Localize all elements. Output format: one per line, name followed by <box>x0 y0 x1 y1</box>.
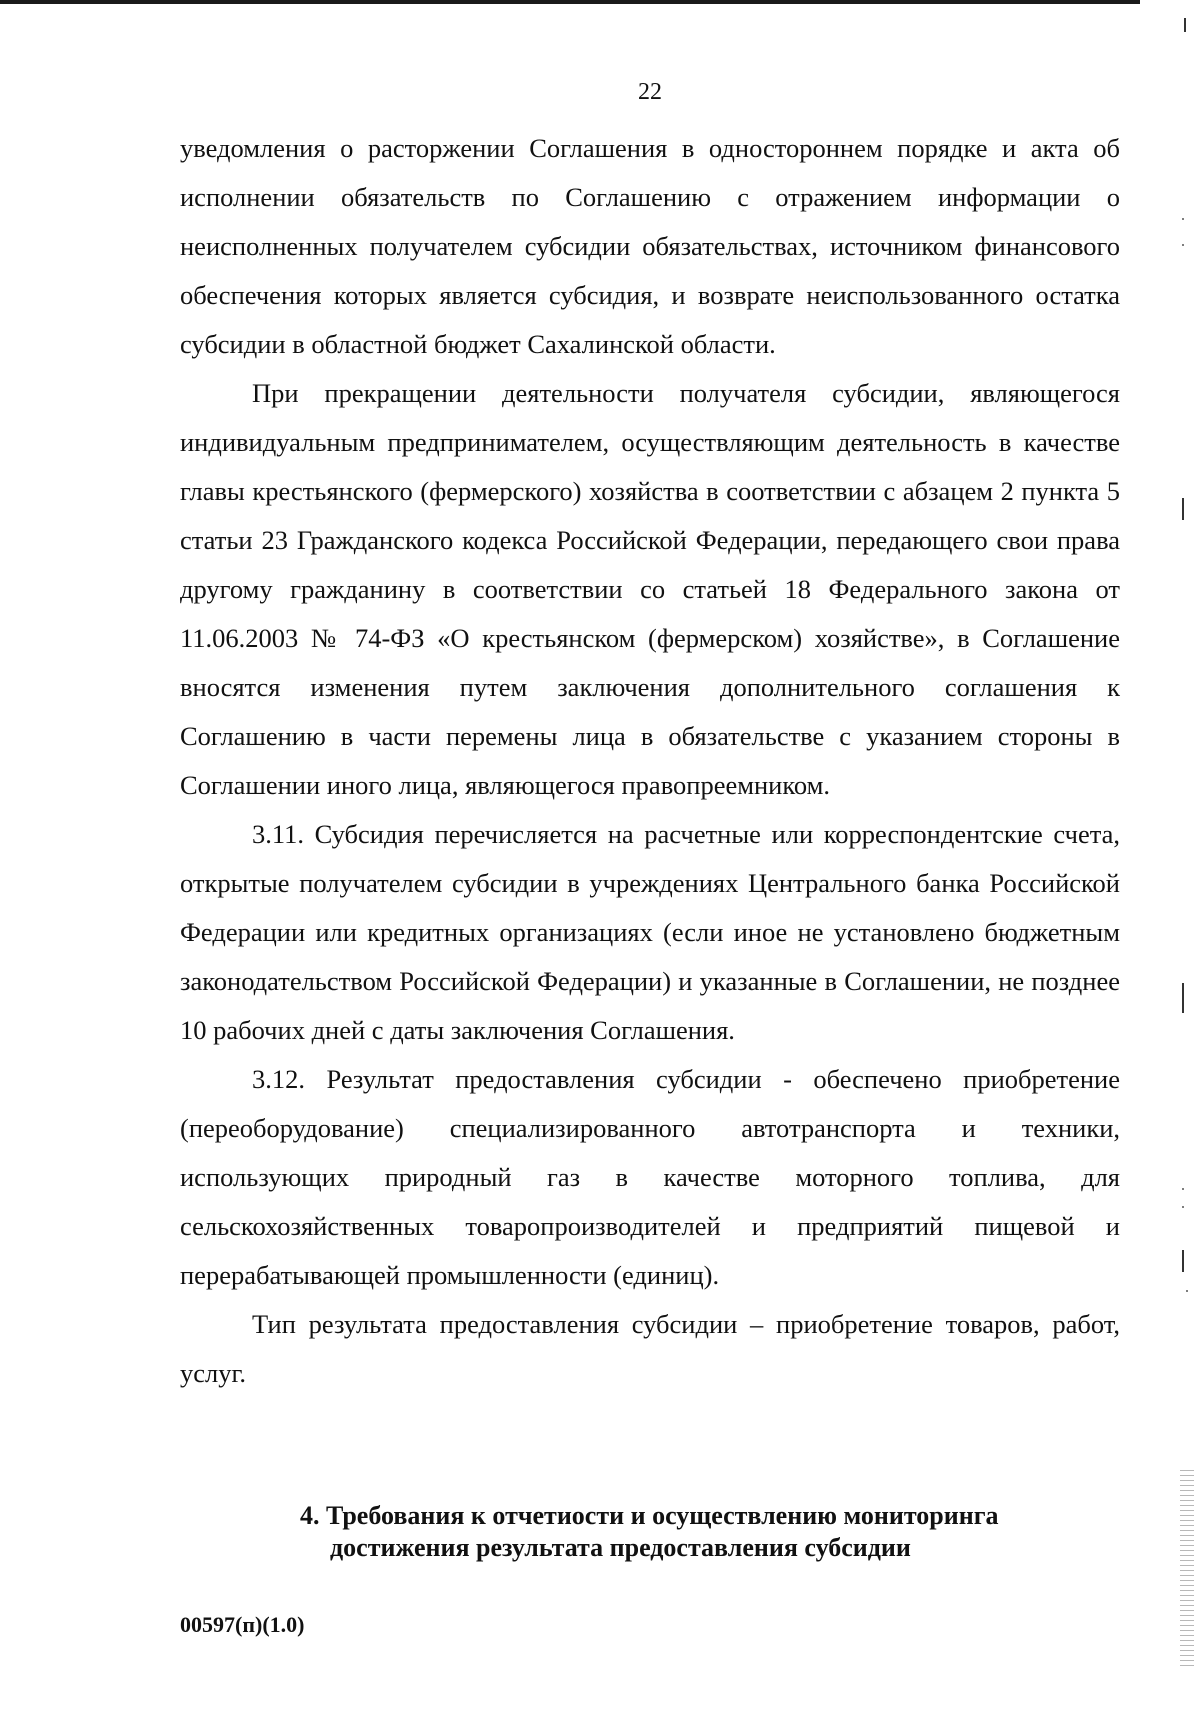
document-body <box>180 124 1120 1398</box>
scan-artifact <box>1182 244 1184 246</box>
scan-artifact <box>1182 1250 1184 1272</box>
scan-artifact <box>1182 1206 1184 1208</box>
scan-artifact <box>1184 18 1186 32</box>
paragraph-3-11: 3.11. Субсидия перечисляется на расчетные или корреспондентские счета, открытые получателем субсидии в учреждениях Центрального банка Российской Федерации или кредитных организациях (если иное не установлено бюджетным законодательством Российской Федерации) и указанные в Соглашении, не позднее 10 рабочих дней с даты заключения Соглашения. <box>180 819 1120 1045</box>
section-heading-line-1: 4. Требования к отчетиости и осуществлению мониторинга <box>300 1501 999 1530</box>
scan-artifact <box>1182 218 1184 220</box>
scan-edge-strip <box>1180 1470 1194 1670</box>
page-number: 22 <box>638 79 662 105</box>
document-code: 00597(п)(1.0) <box>180 1612 305 1637</box>
scan-top-border <box>0 0 1140 4</box>
section-heading <box>300 1500 1100 1564</box>
section-heading-line-2: достижения результата предоставления субсидии <box>330 1533 911 1562</box>
paragraph-termination-of-activity: При прекращении деятельности получателя субсидии, являющегося индивидуальным предпринимателем, осуществляющим деятельность в качестве главы крестьянского (фермерского) хозяйства в соответствии с абзацем 2 пункта 5 статьи 23 Гражданского кодекса Российской Федерации, передающего свои права другому гражданину в соответствии со статьей 18 Федерального закона от 11.06.2003 № 74-ФЗ «О крестьянском (фермерском) хозяйстве», в Соглашение вносятся изменения путем заключения дополнительного соглашения к Соглашению в части перемены лица в обязательстве с указанием стороны в Соглашении иного лица, являющегося правопреемником. <box>180 378 1120 800</box>
scan-artifact <box>1182 498 1184 520</box>
scan-artifact <box>1182 983 1184 1013</box>
paragraph-3-12: 3.12. Результат предоставления субсидии - обеспечено приобретение (переоборудование) специализированного автотранспорта и техники, использующих природный газ в качестве моторного топлива, для сельскохозяйственных товаропроизводителей и предприятий пищевой и перерабатывающей промышленности (единиц). <box>180 1064 1120 1290</box>
scan-artifact <box>1182 1188 1184 1190</box>
scan-artifact <box>1186 1290 1188 1292</box>
paragraph-continuation: уведомления о расторжении Соглашения в одностороннем порядке и акта об исполнении обязательств по Соглашению с отражением информации о неисполненных получателем субсидии обязательствах, источником финансового обеспечения которых является субсидия, и возврате неиспользованного остатка субсидии в областной бюджет Сахалинской области. <box>180 133 1120 359</box>
paragraph-result-type: Тип результата предоставления субсидии – приобретение товаров, работ, услуг. <box>180 1309 1120 1388</box>
